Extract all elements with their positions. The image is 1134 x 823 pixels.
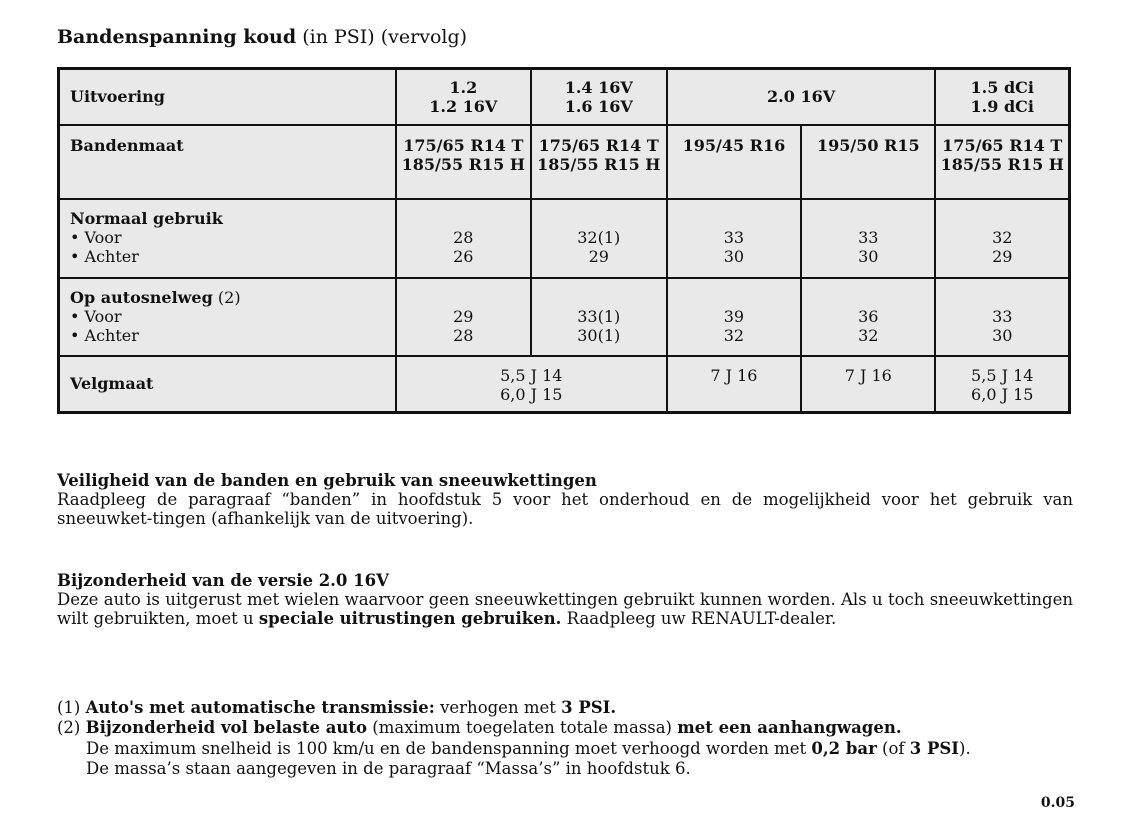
- safety-section: [57, 471, 1073, 528]
- highway-cell-3: 39 32: [667, 278, 801, 356]
- table-row-highway: [59, 278, 1070, 356]
- row-label-highway: Op autosnelweg (2) • Voor • Achter: [59, 278, 396, 356]
- footnote-2-detail-speed: De maximum snelheid is 100 km/u en de bandenspanning moet verhoogd worden met 0,2 bar (of 3 PSI).: [86, 739, 971, 758]
- version-cell-3: 2.0 16V: [667, 69, 936, 125]
- safety-heading: Veiligheid van de banden en gebruik van sneeuwkettingen: [57, 471, 597, 490]
- version-cell-1: 1.2 1.2 16V: [396, 69, 531, 125]
- row-label-version: Uitvoering: [59, 69, 396, 125]
- rim-cell-2: 7 J 16: [667, 356, 801, 413]
- page-title-suffix: (in PSI) (vervolg): [302, 26, 468, 48]
- row-label-tyre-size: Bandenmaat: [59, 125, 396, 199]
- table-row-tyre-size: [59, 125, 1070, 199]
- page-number: 0.05: [1040, 795, 1075, 811]
- table-row-normal-use: [59, 199, 1070, 278]
- page-title-bold: Bandenspanning koud: [57, 26, 297, 48]
- tyre-size-cell-3: 195/45 R16: [667, 125, 801, 199]
- tyre-size-cell-4: 195/50 R15: [801, 125, 935, 199]
- table-row-rim: [59, 356, 1070, 413]
- page-title: [57, 26, 467, 48]
- row-label-normal-use: Normaal gebruik • Voor • Achter: [59, 199, 396, 278]
- version-cell-2: 1.4 16V 1.6 16V: [531, 69, 667, 125]
- footnotes: [57, 698, 1073, 778]
- highway-cell-1: 29 28: [396, 278, 531, 356]
- rim-cell-1: 5,5 J 14 6,0 J 15: [396, 356, 667, 413]
- rim-cell-3: 7 J 16: [801, 356, 935, 413]
- row-label-rim: Velgmaat: [59, 356, 396, 413]
- normal-use-cell-4: 33 30: [801, 199, 935, 278]
- footnote-2-detail-mass: De massa’s staan aangegeven in de paragraaf “Massa’s” in hoofdstuk 6.: [86, 758, 691, 778]
- safety-text: Raadpleeg de paragraaf “banden” in hoofdstuk 5 voor het onderhoud en de mogelijkheid voor het gebruik van sneeuwket-tingen (afhankelijk van de uitvoering).: [57, 490, 1073, 528]
- tyre-size-cell-5: 175/65 R14 T 185/55 R15 H: [935, 125, 1069, 199]
- footnote-1: (1) Auto's met automatische transmissie: verhogen met 3 PSI.: [57, 698, 617, 717]
- table-row-version: [59, 69, 1070, 125]
- version-cell-4: 1.5 dCi 1.9 dCi: [935, 69, 1069, 125]
- special-heading: Bijzonderheid van de versie 2.0 16V: [57, 571, 389, 590]
- tyre-size-cell-1: 175/65 R14 T 185/55 R15 H: [396, 125, 531, 199]
- highway-cell-2: 33(1) 30(1): [531, 278, 667, 356]
- normal-use-cell-1: 28 26: [396, 199, 531, 278]
- tyre-pressure-table: [57, 67, 1071, 414]
- highway-cell-5: 33 30: [935, 278, 1069, 356]
- normal-use-cell-2: 32(1) 29: [531, 199, 667, 278]
- special-text: Deze auto is uitgerust met wielen waarvoor geen sneeuwkettingen gebruikt kunnen worden. Als u toch sneeuwkettingen wilt gebruikten, moet u speciale uitrustingen gebruiken. Raadpleeg uw RENAULT-dealer.: [57, 590, 1073, 628]
- special-section: [57, 571, 1073, 628]
- footnote-2: (2) Bijzonderheid vol belaste auto (maximum toegelaten totale massa) met een aanhangwagen.: [57, 717, 902, 737]
- normal-use-cell-5: 32 29: [935, 199, 1069, 278]
- highway-cell-4: 36 32: [801, 278, 935, 356]
- tyre-size-cell-2: 175/65 R14 T 185/55 R15 H: [531, 125, 667, 199]
- rim-cell-4: 5,5 J 14 6,0 J 15: [935, 356, 1069, 413]
- normal-use-cell-3: 33 30: [667, 199, 801, 278]
